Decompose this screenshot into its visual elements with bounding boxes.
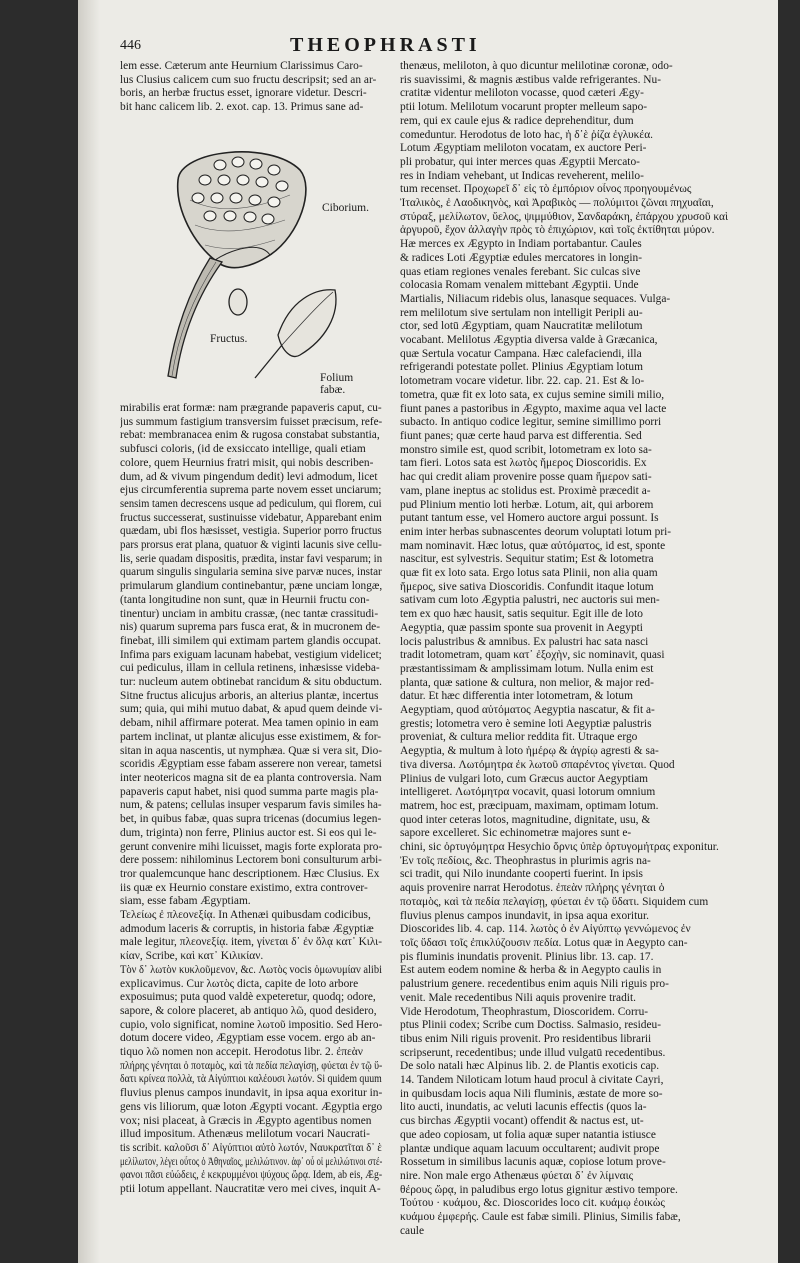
text-line: bet, in quibus fabæ, quas supra tricenas (documius legen- bbox=[120, 813, 382, 826]
label-fructus: Fructus. bbox=[210, 333, 248, 345]
text-line: & radices Loti Ægyptiæ edules mercatores in longin- bbox=[400, 251, 642, 264]
text-line: Dioscorides lib. 4. cap. 114. λωτὸς ὁ ἐν Αἰγύπτῳ γεννώμενος ἐν bbox=[400, 923, 691, 936]
text-line: τοῖς ὕδασι τοῖς ἐπικλύζουσιν πεδία. Lotus quæ in Aegypto can- bbox=[400, 937, 688, 949]
engraving-svg bbox=[150, 140, 380, 390]
text-line: ἀργυροῦ, ἔχον ἀλλαγὴν πρὸς τὸ ἐπιχώριον, καὶ τοῖς ἐκτίθηται μύρον. bbox=[400, 224, 715, 237]
fructus-seed bbox=[229, 289, 247, 315]
text-line: Plinius de vulgari loto, cum Græcus auctor Aegyptiam bbox=[400, 772, 649, 785]
text-line: quas etiam regiones venales ferebant. Sic culcas sive bbox=[400, 265, 641, 278]
text-line: putant tantum esse, vel Homero auctore argui possunt. Is bbox=[400, 512, 659, 525]
text-line: tradit lotometram, quam κατ᾽ ἐξοχὴν, sic nominavit, quasi bbox=[400, 649, 665, 662]
text-line: lito aucti, inundatis, ac veluti lacunis effectis (quos la- bbox=[400, 1101, 647, 1114]
faba-leaf bbox=[255, 290, 336, 378]
text-line: tometra, quæ fit ex loto sata, ex cujus semine simili milio, bbox=[400, 388, 665, 401]
text-line: Infima pars exiguam lacunam habebat, vestigium videlicet; bbox=[120, 648, 382, 661]
text-line: nire. Non male ergo Athenæus φύεται δ᾽ ἐν λίμναις bbox=[400, 1169, 634, 1182]
text-line: enim inter herbas subnascentes deorum voluptati lotum pri- bbox=[400, 525, 672, 538]
text-line: grestis; lotometra vero è semine loti Aegyptiæ palustris bbox=[400, 717, 652, 730]
text-line: rem, qui ex caule ejus & radice deprehenditur, dum bbox=[400, 114, 634, 127]
text-line: scripserunt, recedentibus; unde illud vulgatū recedentibus. bbox=[400, 1046, 666, 1059]
text-line: subfusci coloris, (id de exsiccato intellige, quali etiam bbox=[120, 443, 366, 456]
text-line: quarum singulis singularia semina sive parvæ nuces, instar bbox=[120, 566, 382, 579]
text-line: Τούτου · κυάμου, &c. Dioscorides loco cit. κυάμῳ ἐοικὼς bbox=[400, 1197, 665, 1210]
text-line: nascitur, est sylvestris. Sequitur statim; Est & lotometra bbox=[400, 553, 654, 566]
text-line: Ἐν τοῖς πεδίοις, &c. Theophrastus in plurimis agris na- bbox=[400, 854, 651, 867]
text-line: vam, plane ineptus ac stolidus est. Proximè præcedit a- bbox=[400, 484, 651, 497]
text-line: gerunt convenire mihi licuisset, magis forte explorata pro- bbox=[120, 840, 383, 853]
text-line: δατι κρίνεα πολλὰ, τὰ Αἰγύπτιοι καλέουσι λωτόν. Si quidem quum bbox=[120, 1073, 382, 1086]
text-line: proveniat, & cultura melior reddita fit. Utraque ergo bbox=[400, 731, 638, 744]
text-line: male legitur, πλεονεξίᾳ. item, γίνεται δ᾽ ἐν ὅλᾳ κατ᾽ Κιλι- bbox=[120, 936, 382, 949]
text-line: Hæ merces ex Ægypto in Indiam portabantur. Caules bbox=[400, 238, 642, 251]
text-line: Aegyptia, quæ passim sponte sua provenit in Aegypti bbox=[400, 621, 643, 634]
text-line: monstro simile est, quod scribit, lotometram ex loto sa- bbox=[400, 443, 652, 456]
text-line: que adeo copiosam, ut folia aquæ super natantia istiusce bbox=[400, 1128, 656, 1141]
text-line: lis, serie quadam dispositis, prædita, instar favi vesparum; in bbox=[120, 552, 382, 565]
text-line: sitan in aqua nascentis, ut nymphæa. Quæ si vera sit, Dio- bbox=[120, 744, 382, 757]
text-line: tem ex quo hæc hausit, satis sequitur. Egit ille de loto bbox=[400, 608, 643, 621]
text-line: refrigerandi potestate pollet. Plinius Ægyptiam lotum bbox=[400, 361, 643, 374]
text-line: vox; nisi placeat, à Græcis in Ægypto agentibus nomen bbox=[120, 1114, 372, 1127]
page-number: 446 bbox=[120, 38, 141, 53]
text-line: caule bbox=[400, 1224, 425, 1237]
text-line: papaveris caput habet, nisi quod summa parte magis pla- bbox=[120, 785, 379, 798]
text-line: scoridis Ægyptiam esse fabam asserere non verear, tametsi bbox=[120, 758, 382, 771]
text-line: 14. Tandem Niloticam lotum haud procul à civitate Cayri, bbox=[400, 1074, 664, 1087]
running-title: THEOPHRASTI bbox=[290, 34, 481, 56]
text-line: ptus Plinii codex; Scribe cum Doctiss. Salmasio, resideu- bbox=[400, 1019, 662, 1032]
text-line: fiunt panes; quæ certe haud parva est differentia. Sed bbox=[400, 429, 642, 442]
text-line: hac qui credit aliam provenire posse quam ἥμερον sati- bbox=[400, 471, 652, 484]
text-line: nis) quarum suprema pars fusca erat, & in mucronem de- bbox=[120, 621, 380, 634]
text-line: num, & patens; cellulas insuper vesparum favis similes ha- bbox=[120, 799, 382, 812]
text-line: quod inter ceteras lotos, magnitudine, dignitate, usu, & bbox=[400, 813, 651, 826]
text-line: comeduntur. Herodotus de loto hac, ἡ δ᾽ὲ ῥίζα ἐγλυκέα. bbox=[400, 128, 654, 141]
text-line: sum; quia, qui mihi mutuo dabat, & apud quem deinde vi- bbox=[120, 703, 382, 716]
text-line: sapore, & colore placeret, ab antiquo λῶ, quod desidero, bbox=[120, 1004, 377, 1017]
text-line: ejus circumferentia suprema parte novem esset unciarum; bbox=[120, 484, 382, 497]
text-line: aquis provenire narrat Herodotus. ἐπεὰν πλήρης γένηται ὁ bbox=[400, 882, 665, 895]
text-line: mam nominavit. Hæc lotus, quæ αὐτόματος, id est, sponte bbox=[400, 539, 666, 552]
text-line: cus birchas Ægyptii vocant) offendit & nactus est, ut- bbox=[400, 1115, 644, 1128]
text-line: ptii lotum. Melilotum vocarunt propter melleum sapo- bbox=[400, 101, 648, 114]
text-line: lotometram vocare videtur. libr. 22. cap. 21. Est & lo- bbox=[400, 375, 645, 388]
text-line: tum recenset. Προχωρεῖ δ᾽ εἰς τὸ ἐμπόριον οἶνος προηγουμένως bbox=[400, 183, 692, 196]
text-line: cupio, volo significat, nomine λωτοῦ impositio. Sed Hero- bbox=[120, 1018, 383, 1031]
text-line: (tanta longitudine non sunt, quæ in Heurnii fructu con- bbox=[120, 593, 370, 606]
page-header bbox=[120, 34, 770, 60]
text-line: in quibusdam locis aqua Nili fluminis, æstate de more so- bbox=[400, 1087, 663, 1100]
text-line: tam fieri. Lotos sata est λωτὸς ἥμερος Dioscoridis. Ex bbox=[400, 457, 647, 470]
text-line: quædam, ubi flos hæsisset, vestigia. Superior porro fructus bbox=[120, 525, 382, 538]
text-line: De solo natali hæc Alpinus lib. 2. de Plantis exoticis cap. bbox=[400, 1060, 660, 1073]
text-line: tror qualemcunque hanc descriptionem. Hæc Clusius. Ex bbox=[120, 867, 380, 880]
text-line: quæ Sertula vocatur Campana. Hæc calefaciendi, illa bbox=[400, 347, 642, 360]
text-line: φανοι πᾶσι εὐώδεις, ἐ κεκρυμμένοι ψύχους ὥρᾳ. Idem, ab eis, Æg- bbox=[120, 1169, 382, 1182]
text-line: jus summum fastigium transversim fuisset præcisum, refe- bbox=[120, 415, 382, 428]
text-line: iis quæ ex Heurnio constare existimo, extra controver- bbox=[120, 881, 368, 894]
text-line: Martialis, Niliacum ridebis olus, lanasque sequaces. Vulga- bbox=[400, 292, 671, 305]
text-line: ποταμὸς, καὶ τὰ πεδία πελαγίσῃ, φύεται ἐν τῷ ὕδατι. Siquidem cum bbox=[400, 895, 709, 908]
text-line: palustrium genere. recedentibus enim aquis Nili riguis pro- bbox=[400, 978, 669, 991]
text-line: Ἰταλικὸς, ἐ Λαοδικηνὸς, καὶ Ἀραβικὸς — πολύμιτοι ζῶναι πηχυαῖαι, bbox=[400, 197, 714, 210]
text-line: κυάμου ἐμφερής. Caule est fabæ simili. Plinius, Similis fabæ, bbox=[400, 1211, 681, 1224]
text-line: tiva diversa. Λωτόμητρα ἐκ λωτοῦ σπαρέντος γίνεται. Quod bbox=[400, 758, 675, 771]
text-line: ptii lotum appellant. Naucratitæ vero mei cives, inquit A- bbox=[120, 1183, 381, 1196]
text-line: inter neotericos magna sit de ea planta controversia. Nam bbox=[120, 771, 382, 784]
text-line: locis palustribus & amnibus. Ex palustri hac sata nasci bbox=[400, 635, 649, 648]
text-line: chini, sic ὀρτυγόμητρα Hesychio ὄρνις ὑπὲρ ὀρτυγομήτρας exponitur. bbox=[400, 841, 719, 854]
pod-stalk bbox=[168, 258, 222, 378]
text-line: pars prorsus erat plana, quatuor & viginti lacunis sive cellu- bbox=[120, 539, 382, 552]
text-line: mirabilis erat formæ: nam prægrande papaveris caput, cu- bbox=[120, 402, 382, 414]
text-line: rebat: membranacea enim & rugosa constabat substantia, bbox=[120, 429, 380, 442]
text-line: thenæus, meliloton, à quo dicuntur melilotinæ coronæ, odo- bbox=[400, 60, 673, 72]
text-line: θέρους ὥρᾳ, in paludibus ergo lotus gignitur æstivo tempore. bbox=[400, 1183, 678, 1196]
text-line: ἥμερος, sive sativa Dioscoridis. Confundit itaque lotum bbox=[400, 580, 654, 593]
text-line: venit. Male recedentibus Nili aquis provenire tradit. bbox=[400, 991, 636, 1004]
text-line: subacto. In antiquo codice legitur, semine simillimo porri bbox=[400, 416, 662, 429]
text-line: lus Clusius calicem cum suo fructu descripsit; sed an ar- bbox=[120, 73, 377, 86]
text-line: Aegyptia, & multum à loto ἡμέρῳ & ἀγρίῳ agresti & sa- bbox=[400, 745, 659, 758]
text-line: dere possem: nihilominus Lectorem boni consulturum arbi- bbox=[120, 854, 382, 867]
text-line: matrem, hoc est, præcipuam, maximam, optimam lotum. bbox=[400, 799, 659, 812]
text-line: res in Indiam vehebant, ut Indicas reveherent, melilo- bbox=[400, 169, 644, 182]
ciborium-pod bbox=[178, 152, 306, 268]
text-line: fructus successerat, sustinuisse videbatur, Apparebant enim bbox=[120, 511, 382, 524]
text-line: planta, quæ satione & cultura, non melior, & major red- bbox=[400, 676, 654, 689]
text-line: pis fluminis inundatis provenit. Plinius libr. 13. cap. 17. bbox=[400, 950, 654, 963]
text-line: κίαν, Scribe, καὶ κατ᾽ Κιλικίαν. bbox=[120, 950, 264, 963]
text-line: colore, quem Heurnius fratri misit, qui nobis describen- bbox=[120, 456, 374, 469]
text-line: dum, triginta) non ferre, Plinius auctor est. Si eos qui le- bbox=[120, 826, 377, 839]
text-line: Vide Herodotum, Theophrastum, Dioscoridem. Corru- bbox=[400, 1005, 649, 1018]
lotus-pod-illustration bbox=[150, 140, 380, 396]
text-line: præstantissimam & amplissimam lotum. Nulla enim est bbox=[400, 662, 654, 675]
text-line: lem esse. Cæterum ante Heurnium Clarissimus Caro- bbox=[120, 60, 363, 72]
text-line: Rossetum in similibus lacunis aquæ, copiose lotum prove- bbox=[400, 1156, 666, 1169]
text-line: gens vis liliorum, quæ loton Ægypti vocant. Ægyptia ergo bbox=[120, 1100, 382, 1113]
text-line: explicavimus. Cur λωτὸς dicta, capite de loto arbore bbox=[120, 977, 359, 990]
text-line: fiunt panes a pastoribus in Ægypto, maxime aqua vel lacte bbox=[400, 402, 667, 415]
text-line: tiquo λῶ nomen non accepit. Herodotus libr. 2. ἐπεὰν bbox=[120, 1046, 363, 1059]
text-line: tur: nucleum autem obtinebat rancidum & situ obductum. bbox=[120, 676, 382, 689]
left-column-main bbox=[120, 402, 382, 1197]
text-line: pli probatur, qui inter merces quas Ægyptii Mercato- bbox=[400, 155, 640, 168]
text-line: intelligeret. Λωτόμητρα vocavit, quasi lotorum omnium bbox=[400, 786, 656, 799]
text-line: μελίλωτον, λέγει οὗτος ὁ Ἀθηναῖος, μελιλώτινον. ἀφ᾽ οὗ οἱ μελιλώτινοι στέ- bbox=[120, 1155, 383, 1168]
text-line: plantæ undique aquam lacuum occultarent; audivit prope bbox=[400, 1142, 660, 1155]
text-line: fluvius plenus campos inundavit, in ipsa aqua exoritur. bbox=[400, 909, 649, 922]
text-line: boris, an herbæ fructus esset, ignorare videtur. Descri- bbox=[120, 87, 367, 100]
text-line: sapore excelleret. Sic echinometræ majores sunt e- bbox=[400, 827, 632, 840]
label-folium: Folium fabæ. bbox=[320, 372, 354, 396]
left-column-top bbox=[120, 60, 380, 115]
text-line: cui pediculus, illam in cellula retinens, inhæsisse videba- bbox=[120, 662, 380, 675]
text-line: cratitæ videntur meliloton vocasse, quod cæteri Ægy- bbox=[400, 87, 644, 100]
text-line: siam, esse fabam Ægyptiam. bbox=[120, 895, 251, 908]
text-line: partem inclinat, ut plantæ alicujus esse existimem, & for- bbox=[120, 730, 382, 743]
text-line: fluvius plenus campos inundavit, in ipsa aqua exoritur in- bbox=[120, 1087, 382, 1100]
text-line: Est autem eodem nomine & herba & in Aegypto caulis in bbox=[400, 964, 662, 977]
text-line: rem melilotum sive sertulam non intelligit Peripli au- bbox=[400, 306, 643, 319]
text-line: bit hanc calicem lib. 2. exot. cap. 13. Primus sane ad- bbox=[120, 101, 364, 114]
text-line: στύραξ, μελίλωτον, ὕελος, ψιμμύθιον, Σανδαράκη, ἐπάρχου χρυσοῦ καὶ bbox=[400, 210, 729, 223]
text-line: primularum glandium continebantur, pæne unciam longæ, bbox=[120, 580, 382, 593]
text-line: ctor, sed lotū Ægyptiam, quam Naucratitæ melilotum bbox=[400, 320, 643, 333]
text-line: illud impositum. Athenæus melilotum vocari Naucrati- bbox=[120, 1128, 370, 1141]
text-line: exposuimus; puta quod valdè expeteretur, quodq; odore, bbox=[120, 991, 376, 1004]
text-line: datur. Et hæc differentia inter lotometram, & lotum bbox=[400, 690, 633, 703]
text-line: dum, ad & vivum pingendum dedit) levi admodum, licet bbox=[120, 470, 378, 483]
text-line: sensim tamen decrescens usque ad pediculum, qui florem, cui bbox=[120, 497, 382, 510]
text-line: Τελείως ἐ πλεονεξίᾳ. In Athenæi quibusdam codicibus, bbox=[120, 909, 371, 922]
text-line: sci tradit, qui Nilo inundante cooperti fuerint. In ipsis bbox=[400, 868, 643, 881]
text-line: admodum laceris & corruptis, in historia fabæ Ægyptiæ bbox=[120, 922, 374, 935]
text-line: πλήρης γένηται ὁ ποταμὸς, καὶ τὰ πεδία πελαγίσῃ, φύεται ἐν τῷ ὕ- bbox=[120, 1059, 383, 1072]
text-line: sativam cum loto Ægyptia palustri, nec auctoris sui men- bbox=[400, 594, 660, 607]
text-line: tinentur) unciam in ambitu crassæ, (nec tantæ crassitudi- bbox=[120, 607, 379, 620]
text-line: ris suavissimi, & magnis æstibus valde refrigerantes. Nu- bbox=[400, 73, 661, 86]
text-line: Sitne fructus alicujus arboris, an alterius plantæ, incertus bbox=[120, 689, 379, 702]
text-line: pud Plinium mentio loti herbæ. Lotum, ait, qui arborem bbox=[400, 498, 654, 511]
text-line: vocabant. Melilotus Ægyptia diversa valde à Græcanica, bbox=[400, 334, 658, 347]
right-column bbox=[400, 60, 770, 1238]
text-line: Τὸν δ᾽ λωτὸν κυκλοῦμενον, &c. Λωτὸς vocis ὁμωνυμίαν alibi bbox=[120, 963, 383, 976]
text-line: dotum docere video, Ægyptiam esse vocem. ergo ab an- bbox=[120, 1032, 376, 1045]
text-line: tibus enim Nili riguis provenit. Pro residentibus librarii bbox=[400, 1032, 652, 1045]
text-line: quæ fit ex loto sata. Ergo lotus sata Plinii, non alia quam bbox=[400, 567, 658, 580]
text-line: colocasia Romam venalem mittebant Ægyptii. Unde bbox=[400, 279, 639, 292]
text-line: tis scribit. καλοῦσι δ᾽ Αἰγύπτιοι αὐτὸ λωτόν, Ναυκρατῖται δ᾽ ὲ bbox=[120, 1141, 382, 1154]
text-line: Lotum Ægyptiam meliloton vocatam, ex auctore Peri- bbox=[400, 142, 647, 155]
text-line: finebat, illi similem qui extimam partem glandis occupat. bbox=[120, 634, 381, 647]
text-line: debam, nihil affirmare poterat. Mea tamen opinio in eam bbox=[120, 717, 379, 730]
text-line: Aegyptiam, quod αὐτόματος Aegyptia nascatur, & fit a- bbox=[400, 704, 655, 717]
label-ciborium: Ciborium. bbox=[322, 202, 369, 214]
